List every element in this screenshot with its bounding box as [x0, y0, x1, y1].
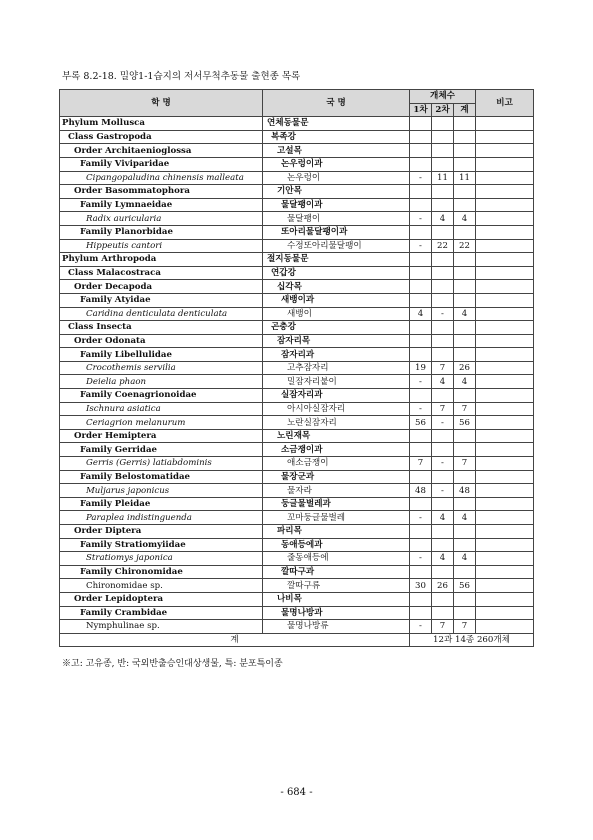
total-count-cell — [454, 470, 476, 484]
table-row — [60, 157, 534, 171]
second-count-cell — [432, 389, 454, 403]
note-cell — [476, 225, 534, 239]
first-count-cell: 30 — [410, 579, 432, 593]
table-row — [60, 592, 534, 606]
scientific-name-cell: Cipangopaludina chinensis malleata — [60, 171, 263, 185]
table-row — [60, 457, 534, 471]
header-total: 계 — [454, 103, 476, 117]
total-count-cell — [454, 185, 476, 199]
total-count-cell — [454, 592, 476, 606]
note-cell — [476, 606, 534, 620]
total-count-cell: 56 — [454, 579, 476, 593]
scientific-name-cell: Phylum Mollusca — [60, 117, 263, 131]
scientific-name-cell: Order Hemiptera — [60, 429, 263, 443]
total-count-cell — [454, 497, 476, 511]
second-count-cell: 4 — [432, 552, 454, 566]
total-count-cell: 11 — [454, 171, 476, 185]
table-row — [60, 416, 534, 430]
first-count-cell — [410, 157, 432, 171]
note-cell — [476, 402, 534, 416]
note-cell — [476, 565, 534, 579]
note-cell — [476, 592, 534, 606]
note-cell — [476, 579, 534, 593]
table-row — [60, 171, 534, 185]
header-second-survey: 2차 — [432, 103, 454, 117]
note-cell — [476, 348, 534, 362]
total-count-cell — [454, 538, 476, 552]
korean-name-cell: 꼬마둥글물벌레 — [263, 511, 410, 525]
first-count-cell: 48 — [410, 484, 432, 498]
scientific-name-cell: Family Viviparidae — [60, 157, 263, 171]
korean-name-cell: 실잠자리과 — [263, 389, 410, 403]
first-count-cell: - — [410, 620, 432, 634]
header-count-group: 개체수 — [410, 90, 476, 104]
note-cell — [476, 117, 534, 131]
first-count-cell: 4 — [410, 307, 432, 321]
korean-name-cell: 밀잠자리붙이 — [263, 375, 410, 389]
first-count-cell: - — [410, 552, 432, 566]
first-count-cell — [410, 389, 432, 403]
second-count-cell — [432, 280, 454, 294]
first-count-cell — [410, 538, 432, 552]
scientific-name-cell: Hippeutis cantori — [60, 239, 263, 253]
note-cell — [476, 389, 534, 403]
first-count-cell — [410, 130, 432, 144]
note-cell — [476, 185, 534, 199]
korean-name-cell: 기안목 — [263, 185, 410, 199]
species-table — [59, 89, 534, 647]
korean-name-cell: 나비목 — [263, 592, 410, 606]
note-cell — [476, 416, 534, 430]
first-count-cell: - — [410, 511, 432, 525]
total-count-cell — [454, 157, 476, 171]
korean-name-cell: 고설목 — [263, 144, 410, 158]
table-row — [60, 361, 534, 375]
second-count-cell: 26 — [432, 579, 454, 593]
total-value: 12과 14종 260개체 — [410, 633, 534, 647]
table-row — [60, 212, 534, 226]
table-row — [60, 280, 534, 294]
header-note: 비고 — [476, 90, 534, 117]
scientific-name-cell: Class Gastropoda — [60, 130, 263, 144]
korean-name-cell: 수정또아리물달팽이 — [263, 239, 410, 253]
korean-name-cell: 곤충강 — [263, 321, 410, 335]
table-header — [60, 90, 534, 117]
note-cell — [476, 511, 534, 525]
total-count-cell: 4 — [454, 212, 476, 226]
first-count-cell — [410, 280, 432, 294]
korean-name-cell: 또아리물달팽이과 — [263, 225, 410, 239]
second-count-cell — [432, 565, 454, 579]
table-row — [60, 198, 534, 212]
note-cell — [476, 307, 534, 321]
table-row — [60, 443, 534, 457]
total-count-cell: 48 — [454, 484, 476, 498]
korean-name-cell: 줄동애등에 — [263, 552, 410, 566]
table-row — [60, 144, 534, 158]
table-row — [60, 429, 534, 443]
total-count-cell: 7 — [454, 457, 476, 471]
note-cell — [476, 157, 534, 171]
first-count-cell: - — [410, 212, 432, 226]
note-cell — [476, 525, 534, 539]
second-count-cell: 4 — [432, 511, 454, 525]
table-row — [60, 375, 534, 389]
note-cell — [476, 538, 534, 552]
scientific-name-cell: Family Planorbidae — [60, 225, 263, 239]
note-cell — [476, 375, 534, 389]
table-row — [60, 552, 534, 566]
first-count-cell: - — [410, 402, 432, 416]
second-count-cell — [432, 198, 454, 212]
first-count-cell — [410, 592, 432, 606]
scientific-name-cell: Family Stratiomyiidae — [60, 538, 263, 552]
note-cell — [476, 253, 534, 267]
korean-name-cell: 아시아실잠자리 — [263, 402, 410, 416]
note-cell — [476, 334, 534, 348]
first-count-cell: - — [410, 239, 432, 253]
scientific-name-cell: Order Diptera — [60, 525, 263, 539]
scientific-name-cell: Ceriagrion melanurum — [60, 416, 263, 430]
korean-name-cell: 물달팽이 — [263, 212, 410, 226]
scientific-name-cell: Stratiomys japonica — [60, 552, 263, 566]
note-cell — [476, 457, 534, 471]
scientific-name-cell: Class Insecta — [60, 321, 263, 335]
second-count-cell — [432, 470, 454, 484]
note-cell — [476, 171, 534, 185]
scientific-name-cell: Class Malacostraca — [60, 266, 263, 280]
korean-name-cell: 논우렁이 — [263, 171, 410, 185]
first-count-cell — [410, 321, 432, 335]
note-cell — [476, 470, 534, 484]
second-count-cell — [432, 185, 454, 199]
page-number: - 684 - — [280, 787, 313, 798]
second-count-cell — [432, 253, 454, 267]
table-body — [60, 117, 534, 634]
second-count-cell — [432, 592, 454, 606]
first-count-cell — [410, 470, 432, 484]
total-count-cell — [454, 606, 476, 620]
second-count-cell — [432, 266, 454, 280]
table-row — [60, 293, 534, 307]
second-count-cell — [432, 144, 454, 158]
total-count-cell: 7 — [454, 402, 476, 416]
table-row — [60, 348, 534, 362]
total-count-cell: 4 — [454, 375, 476, 389]
scientific-name-cell: Paraplea indistinguenda — [60, 511, 263, 525]
korean-name-cell: 십각목 — [263, 280, 410, 294]
first-count-cell — [410, 117, 432, 131]
total-count-cell — [454, 334, 476, 348]
note-cell — [476, 321, 534, 335]
header-korean-name: 국 명 — [263, 90, 410, 117]
first-count-cell — [410, 497, 432, 511]
total-count-cell: 56 — [454, 416, 476, 430]
korean-name-cell: 둥글물벌레과 — [263, 497, 410, 511]
scientific-name-cell: Crocothemis servilia — [60, 361, 263, 375]
second-count-cell — [432, 130, 454, 144]
total-count-cell — [454, 443, 476, 457]
total-count-cell — [454, 293, 476, 307]
korean-name-cell: 노란실잠자리 — [263, 416, 410, 430]
first-count-cell — [410, 225, 432, 239]
scientific-name-cell: Caridina denticulata denticulata — [60, 307, 263, 321]
second-count-cell — [432, 525, 454, 539]
first-count-cell: 56 — [410, 416, 432, 430]
scientific-name-cell: Gerris (Gerris) latiabdominis — [60, 457, 263, 471]
table-row — [60, 185, 534, 199]
table-row — [60, 225, 534, 239]
second-count-cell: 4 — [432, 212, 454, 226]
second-count-cell — [432, 429, 454, 443]
note-cell — [476, 239, 534, 253]
second-count-cell: - — [432, 307, 454, 321]
scientific-name-cell: Order Decapoda — [60, 280, 263, 294]
korean-name-cell: 물장군과 — [263, 470, 410, 484]
total-count-cell: 7 — [454, 620, 476, 634]
total-count-cell: 26 — [454, 361, 476, 375]
header-scientific-name: 학 명 — [60, 90, 263, 117]
korean-name-cell: 깔따구류 — [263, 579, 410, 593]
footnote: ※고: 고유종, 반: 국외반출승인대상생물, 특: 분포특이종 — [62, 659, 283, 669]
scientific-name-cell: Family Gerridae — [60, 443, 263, 457]
korean-name-cell: 새뱅이 — [263, 307, 410, 321]
note-cell — [476, 130, 534, 144]
first-count-cell — [410, 144, 432, 158]
first-count-cell — [410, 525, 432, 539]
second-count-cell — [432, 348, 454, 362]
korean-name-cell: 고추잠자리 — [263, 361, 410, 375]
scientific-name-cell: Deielia phaon — [60, 375, 263, 389]
total-count-cell — [454, 280, 476, 294]
table-row — [60, 389, 534, 403]
korean-name-cell: 잠자리목 — [263, 334, 410, 348]
note-cell — [476, 552, 534, 566]
second-count-cell: - — [432, 484, 454, 498]
korean-name-cell: 복족강 — [263, 130, 410, 144]
scientific-name-cell: Order Basommatophora — [60, 185, 263, 199]
second-count-cell: 7 — [432, 361, 454, 375]
korean-name-cell: 절지동물문 — [263, 253, 410, 267]
second-count-cell: 11 — [432, 171, 454, 185]
korean-name-cell: 깔따구과 — [263, 565, 410, 579]
total-count-cell — [454, 225, 476, 239]
note-cell — [476, 266, 534, 280]
second-count-cell — [432, 334, 454, 348]
table-row — [60, 565, 534, 579]
second-count-cell — [432, 321, 454, 335]
second-count-cell — [432, 606, 454, 620]
first-count-cell — [410, 253, 432, 267]
scientific-name-cell: Family Libellulidae — [60, 348, 263, 362]
first-count-cell — [410, 348, 432, 362]
first-count-cell — [410, 565, 432, 579]
korean-name-cell: 논우렁이과 — [263, 157, 410, 171]
second-count-cell: 22 — [432, 239, 454, 253]
first-count-cell — [410, 185, 432, 199]
note-cell — [476, 429, 534, 443]
total-label: 계 — [60, 633, 410, 647]
second-count-cell — [432, 293, 454, 307]
first-count-cell — [410, 266, 432, 280]
total-count-cell — [454, 321, 476, 335]
first-count-cell: 7 — [410, 457, 432, 471]
korean-name-cell: 연갑강 — [263, 266, 410, 280]
second-count-cell: 7 — [432, 620, 454, 634]
total-count-cell — [454, 266, 476, 280]
first-count-cell — [410, 334, 432, 348]
scientific-name-cell: Family Atyidae — [60, 293, 263, 307]
first-count-cell — [410, 429, 432, 443]
scientific-name-cell: Order Architaenioglossa — [60, 144, 263, 158]
korean-name-cell: 소금쟁이과 — [263, 443, 410, 457]
korean-name-cell: 파리목 — [263, 525, 410, 539]
note-cell — [476, 620, 534, 634]
table-row — [60, 579, 534, 593]
scientific-name-cell: Radix auricularia — [60, 212, 263, 226]
note-cell — [476, 280, 534, 294]
korean-name-cell: 연체동물문 — [263, 117, 410, 131]
scientific-name-cell: Family Pleidae — [60, 497, 263, 511]
total-count-cell — [454, 130, 476, 144]
table-row — [60, 239, 534, 253]
scientific-name-cell: Family Chironomidae — [60, 565, 263, 579]
total-count-cell — [454, 429, 476, 443]
note-cell — [476, 293, 534, 307]
table-row — [60, 470, 534, 484]
total-count-cell: 4 — [454, 511, 476, 525]
table-caption: 부록 8.2-18. 밀양1-1습지의 저서무척추동물 출현종 목록 — [62, 71, 301, 82]
korean-name-cell: 새뱅이과 — [263, 293, 410, 307]
scientific-name-cell: Family Belostomatidae — [60, 470, 263, 484]
total-count-cell — [454, 389, 476, 403]
korean-name-cell: 잠자리과 — [263, 348, 410, 362]
korean-name-cell: 물명나방류 — [263, 620, 410, 634]
second-count-cell — [432, 538, 454, 552]
table-row — [60, 307, 534, 321]
note-cell — [476, 443, 534, 457]
scientific-name-cell: Ischnura asiatica — [60, 402, 263, 416]
note-cell — [476, 212, 534, 226]
first-count-cell: - — [410, 171, 432, 185]
scientific-name-cell: Order Odonata — [60, 334, 263, 348]
scientific-name-cell: Family Crambidae — [60, 606, 263, 620]
scientific-name-cell: Chironomidae sp. — [60, 579, 263, 593]
total-count-cell — [454, 253, 476, 267]
second-count-cell: - — [432, 416, 454, 430]
table-row — [60, 253, 534, 267]
note-cell — [476, 361, 534, 375]
first-count-cell — [410, 606, 432, 620]
first-count-cell — [410, 443, 432, 457]
total-count-cell — [454, 198, 476, 212]
second-count-cell: 4 — [432, 375, 454, 389]
total-count-cell — [454, 348, 476, 362]
second-count-cell: 7 — [432, 402, 454, 416]
table-row — [60, 511, 534, 525]
table-row — [60, 620, 534, 634]
table-row — [60, 497, 534, 511]
first-count-cell: - — [410, 375, 432, 389]
note-cell — [476, 484, 534, 498]
table-row — [60, 525, 534, 539]
total-count-cell — [454, 565, 476, 579]
table-row — [60, 321, 534, 335]
scientific-name-cell: Muljarus japonicus — [60, 484, 263, 498]
second-count-cell: - — [432, 457, 454, 471]
scientific-name-cell: Family Coenagrionoidae — [60, 389, 263, 403]
note-cell — [476, 144, 534, 158]
total-count-cell: 22 — [454, 239, 476, 253]
note-cell — [476, 497, 534, 511]
korean-name-cell: 물자라 — [263, 484, 410, 498]
table-row — [60, 266, 534, 280]
korean-name-cell: 노린재목 — [263, 429, 410, 443]
table-row — [60, 334, 534, 348]
first-count-cell — [410, 293, 432, 307]
table-row — [60, 130, 534, 144]
total-count-cell — [454, 525, 476, 539]
note-cell — [476, 198, 534, 212]
first-count-cell: 19 — [410, 361, 432, 375]
table-row — [60, 484, 534, 498]
korean-name-cell: 물달팽이과 — [263, 198, 410, 212]
scientific-name-cell: Phylum Arthropoda — [60, 253, 263, 267]
second-count-cell — [432, 497, 454, 511]
korean-name-cell: 동애등에과 — [263, 538, 410, 552]
total-count-cell: 4 — [454, 552, 476, 566]
total-row — [60, 633, 534, 647]
total-count-cell — [454, 117, 476, 131]
header-first-survey: 1차 — [410, 103, 432, 117]
korean-name-cell: 물명나방과 — [263, 606, 410, 620]
second-count-cell — [432, 117, 454, 131]
scientific-name-cell: Nymphulinae sp. — [60, 620, 263, 634]
second-count-cell — [432, 157, 454, 171]
total-count-cell — [454, 144, 476, 158]
korean-name-cell: 애소금쟁이 — [263, 457, 410, 471]
second-count-cell — [432, 225, 454, 239]
table-row — [60, 402, 534, 416]
first-count-cell — [410, 198, 432, 212]
scientific-name-cell: Order Lepidoptera — [60, 592, 263, 606]
table-row — [60, 538, 534, 552]
scientific-name-cell: Family Lymnaeidae — [60, 198, 263, 212]
table-row — [60, 606, 534, 620]
table-row — [60, 117, 534, 131]
total-count-cell: 4 — [454, 307, 476, 321]
second-count-cell — [432, 443, 454, 457]
